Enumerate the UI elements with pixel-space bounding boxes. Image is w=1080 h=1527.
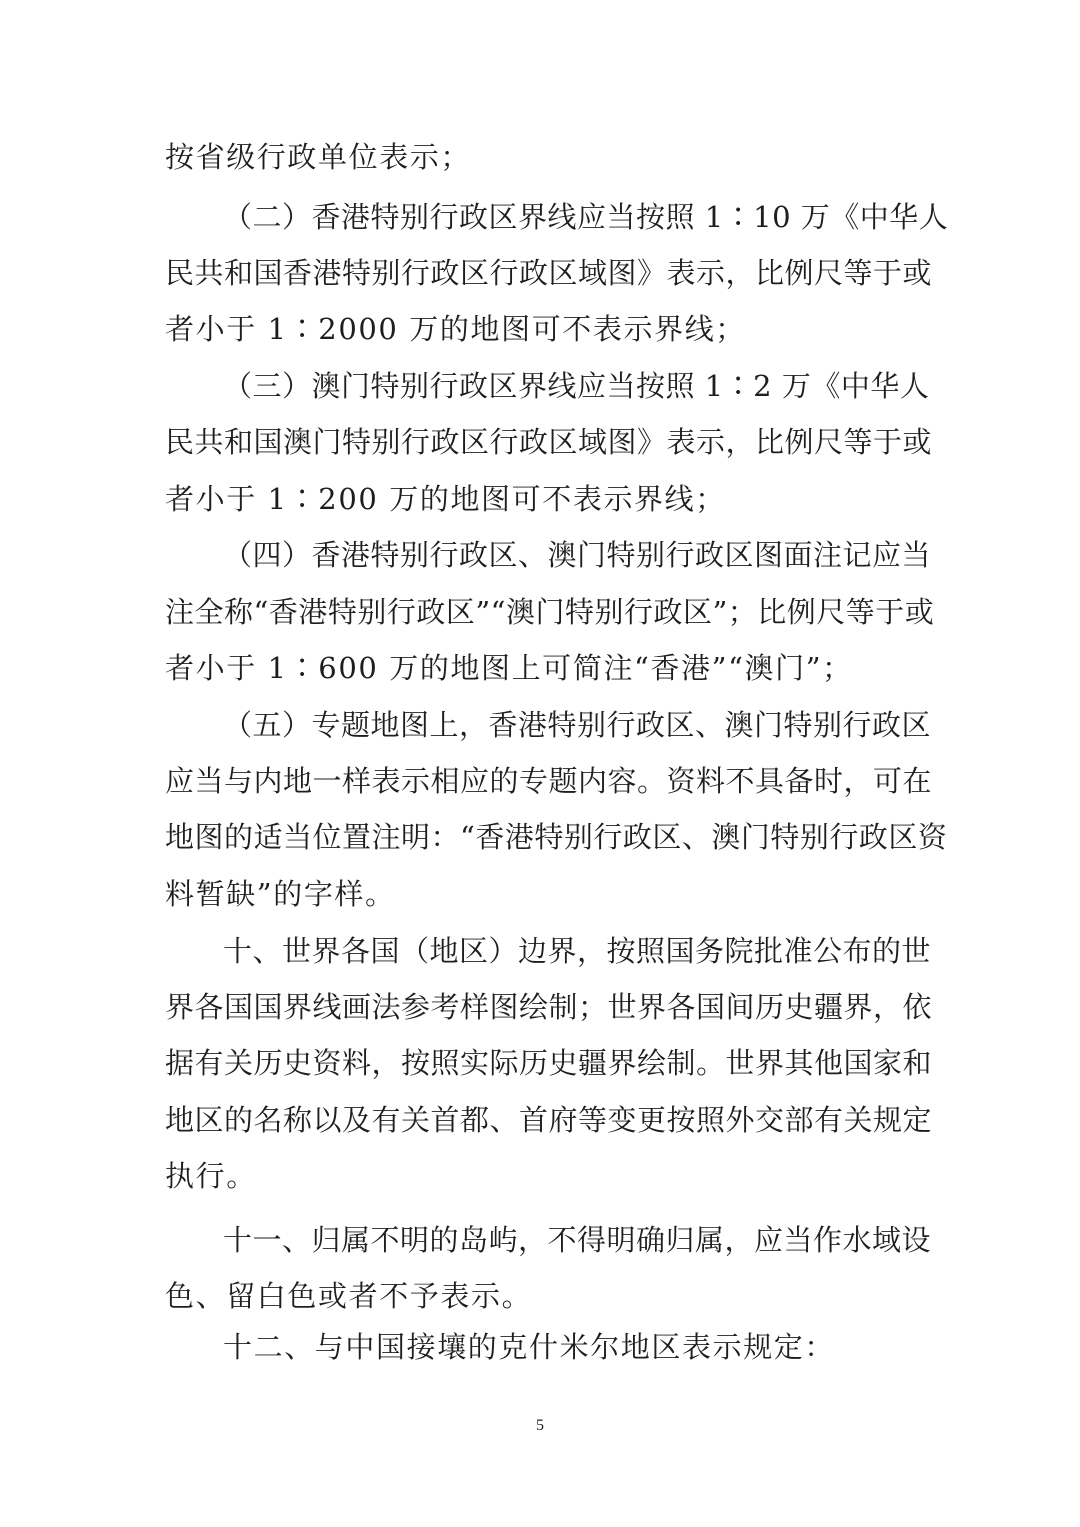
paragraph-line: （五）专题地图上，香港特别行政区、澳门特别行政区 [223, 708, 932, 742]
paragraph-line: 执行。 [165, 1159, 257, 1193]
paragraph-line: （三）澳门特别行政区界线应当按照 1∶2 万《中华人 [223, 369, 930, 403]
paragraph-line: 按省级行政单位表示； [165, 140, 472, 174]
paragraph-line: 应当与内地一样表示相应的专题内容。资料不具备时，可在 [165, 764, 933, 798]
paragraph-line: 色、留白色或者不予表示。 [165, 1279, 533, 1313]
paragraph-line: 者小于 1∶2000 万的地图可不表示界线； [165, 312, 746, 346]
paragraph-line: 民共和国澳门特别行政区行政区域图》表示，比例尺等于或 [165, 425, 933, 459]
paragraph-line: 者小于 1∶200 万的地图可不表示界线； [165, 482, 726, 516]
paragraph-line: 地图的适当位置注明：“香港特别行政区、澳门特别行政区资 [165, 820, 948, 854]
paragraph-line: 十二、与中国接壤的克什米尔地区表示规定： [223, 1330, 836, 1364]
paragraph-line: 注全称“香港特别行政区”“澳门特别行政区”；比例尺等于或 [165, 595, 935, 629]
paragraph-line: 据有关历史资料，按照实际历史疆界绘制。世界其他国家和 [165, 1046, 933, 1080]
paragraph-line: 十一、归属不明的岛屿，不得明确归属，应当作水域设 [223, 1223, 932, 1257]
paragraph-line: 十、世界各国（地区）边界，按照国务院批准公布的世 [223, 934, 932, 968]
paragraph-line: 料暂缺”的字样。 [165, 877, 396, 911]
paragraph-line: 者小于 1∶600 万的地图上可简注“香港”“澳门”； [165, 651, 853, 685]
paragraph-line: 界各国国界线画法参考样图绘制；世界各国间历史疆界，依 [165, 990, 933, 1024]
page-number: 5 [536, 1417, 544, 1434]
paragraph-line: 地区的名称以及有关首都、首府等变更按照外交部有关规定 [165, 1103, 933, 1137]
paragraph-line: 民共和国香港特别行政区行政区域图》表示，比例尺等于或 [165, 256, 933, 290]
paragraph-line: （二）香港特别行政区界线应当按照 1∶10 万《中华人 [223, 200, 949, 234]
paragraph-line: （四）香港特别行政区、澳门特别行政区图面注记应当 [223, 538, 932, 572]
